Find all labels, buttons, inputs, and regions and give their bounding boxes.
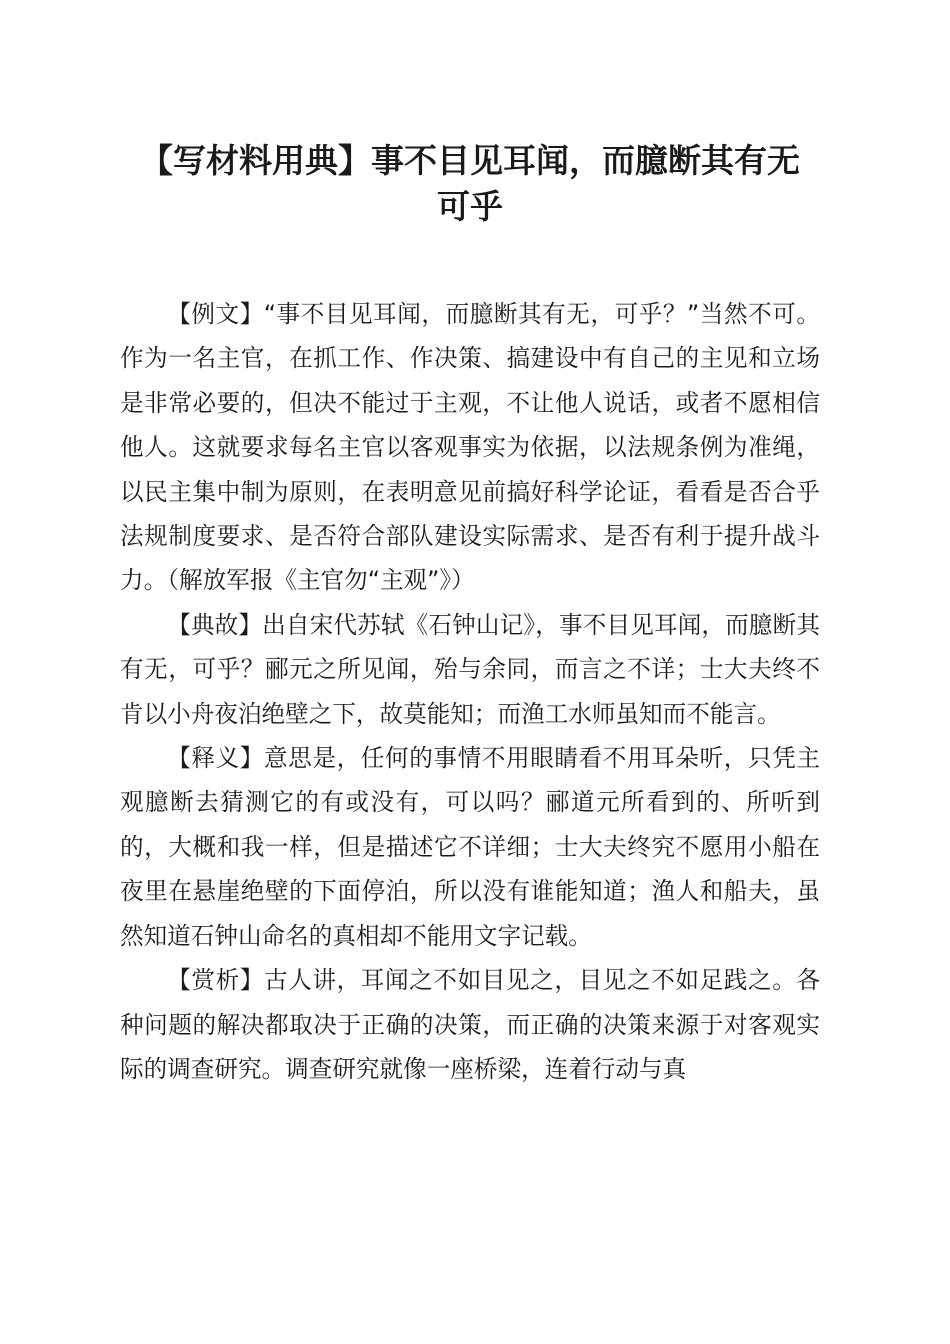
- document-body: [120, 292, 820, 1091]
- title-line-2: 可乎: [437, 187, 503, 226]
- paragraph-example: 【例文】“事不目见耳闻，而臆断其有无，可乎？”当然不可。作为一名主官，在抓工作、作决策、搞建设中有自己的主见和立场是非常必要的，但决不能过于主观，不让他人说话，或者不愿相信他人。这就要求每名主官以客观事实为依据，以法规条例为准绳，以民主集中制为原则，在表明意见前搞好科学论证，看看是否合乎法规制度要求、是否符合部队建设实际需求、是否有利于提升战斗力。（解放军报《主官勿“主观”》）: [120, 300, 820, 595]
- paragraph-interpretation: 【释义】意思是，任何的事情不用眼睛看不用耳朵听，只凭主观臆断去猜测它的有或没有，可以吗？郦道元所看到的、所听到的，大概和我一样，但是描述它不详细；士大夫终究不愿用小船在夜里在悬崖绝壁的下面停泊，所以没有谁能知道；渔人和船夫，虽然知道石钟山命名的真相却不能用文字记载。: [120, 744, 820, 950]
- paragraph-allusion: 【典故】出自宋代苏轼《石钟山记》，事不目见耳闻，而臆断其有无，可乎？郦元之所见闻，殆与余同，而言之不详；士大夫终不肯以小舟夜泊绝壁之下，故莫能知；而渔工水师虽知而不能言。: [120, 610, 820, 728]
- title-line-1: 【写材料用典】事不目见耳闻，而臆断其有无: [140, 141, 800, 180]
- document-title: [120, 138, 820, 230]
- paragraph-appreciation: 【赏析】古人讲，耳闻之不如目见之，目见之不如足践之。各种问题的解决都取决于正确的决策，而正确的决策来源于对客观实际的调查研究。调查研究就像一座桥梁，连着行动与真: [120, 966, 820, 1083]
